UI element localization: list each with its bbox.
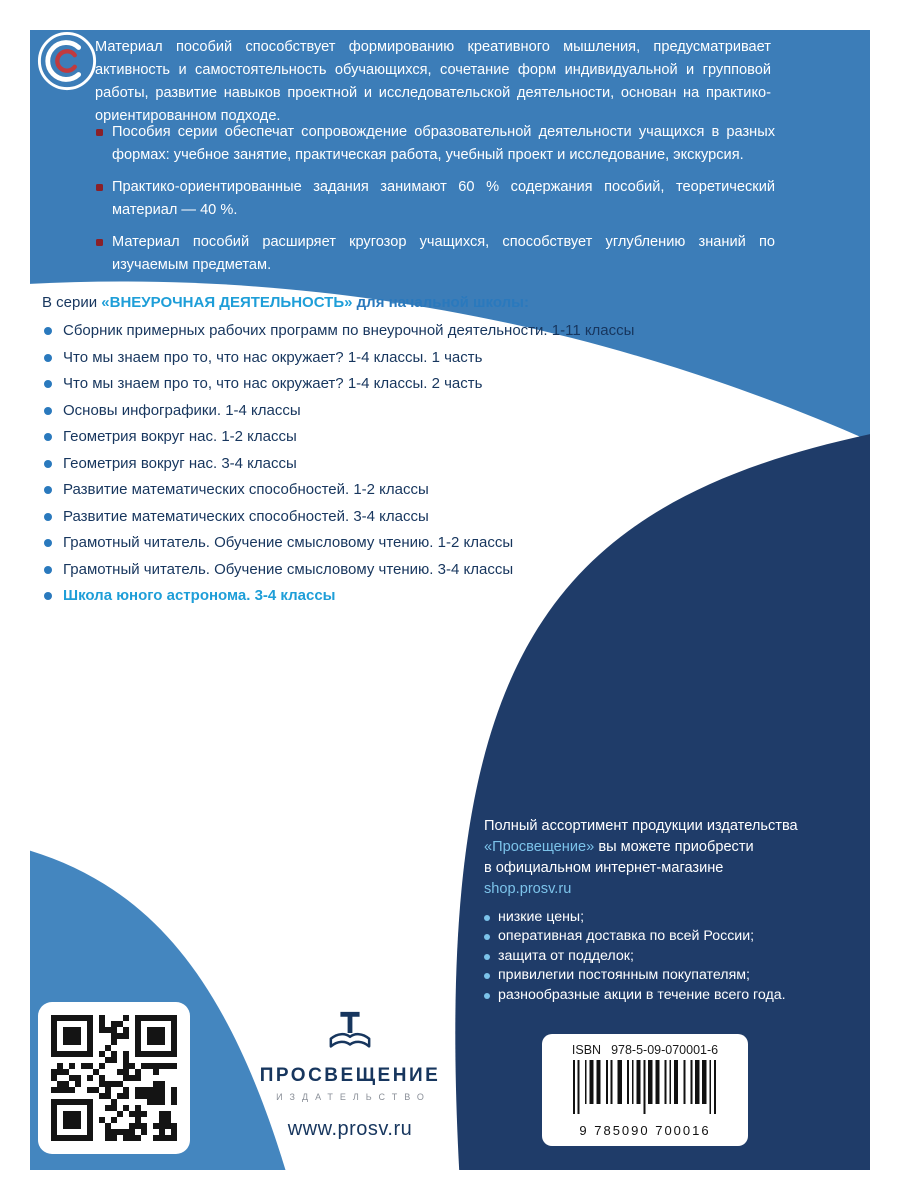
round-bullet-icon (484, 954, 490, 960)
square-bullet-icon (96, 239, 103, 246)
series-list-item: Грамотный читатель. Обучение смысловому чтению. 3-4 классы (44, 562, 634, 578)
shop-benefit-item: защита от подделок; (484, 947, 806, 966)
series-list-item: Школа юного астронома. 3-4 классы (44, 588, 634, 604)
series-name: «ВНЕУРОЧНАЯ ДЕЯТЕЛЬНОСТЬ» (101, 294, 353, 311)
isbn-label: ISBN (571, 1043, 602, 1057)
publisher-logo-block (248, 1008, 452, 1141)
round-bullet-icon (44, 539, 52, 547)
round-bullet-icon (44, 354, 52, 362)
series-list-item: Грамотный читатель. Обучение смысловому чтению. 1-2 классы (44, 535, 634, 551)
series-list-item: Геометрия вокруг нас. 1-2 классы (44, 429, 634, 445)
qr-code (38, 1002, 190, 1154)
shop-benefit-item: оперативная доставка по всей России; (484, 927, 806, 946)
round-bullet-icon (484, 993, 490, 999)
isbn-barcode-block (542, 1034, 748, 1146)
top-bullet-item: Материал пособий расширяет кругозор учащихся, способствует углублению знаний по изучаемым предметам. (95, 231, 775, 277)
square-bullet-icon (96, 184, 103, 191)
series-list-item: Что мы знаем про то, что нас окружает? 1-4 классы. 1 часть (44, 350, 634, 366)
round-bullet-icon (484, 934, 490, 940)
publisher-website[interactable]: www.prosv.ru (287, 1118, 413, 1140)
round-bullet-icon (484, 915, 490, 921)
publisher-book-icon (327, 1008, 373, 1063)
series-suffix: для начальной школы: (356, 294, 529, 311)
series-list (44, 323, 634, 615)
round-bullet-icon (44, 380, 52, 388)
shop-link[interactable]: shop.prosv.ru (484, 881, 572, 897)
round-bullet-icon (44, 407, 52, 415)
top-bullet-item: Пособия серии обеспечат сопровождение образовательной деятельности учащихся в разных формах: учебное занятие, практическая работа, учебный проект и исследование, экскурсия. (95, 121, 775, 167)
shop-benefits-list (484, 908, 806, 1005)
top-bullet-item: Практико-ориентированные задания занимают 60 % содержания пособий, теоретический материал — 40 %. (95, 176, 775, 222)
round-bullet-icon (44, 486, 52, 494)
isbn-number: 978-5-09-070001-6 (611, 1043, 719, 1057)
series-prefix: В серии (42, 294, 98, 311)
shop-info-block (484, 816, 806, 1005)
shop-benefit-item: разнообразные акции в течение всего года. (484, 986, 806, 1005)
intro-paragraph: Материал пособий способствует формированию креативного мышления, предусматривает активность и самостоятельность обучающихся, сочетание форм индивидуальной и групповой работы, развитие навыков проектной и исследовательской деятельности, основан на практико-ориентированном подходе. (95, 39, 771, 124)
round-bullet-icon (44, 513, 52, 521)
top-bullet-list (95, 121, 775, 286)
series-list-item: Развитие математических способностей. 3-4 классы (44, 509, 634, 525)
square-bullet-icon (96, 129, 103, 136)
barcode (569, 1060, 721, 1118)
shop-intro-line-3: в официальном интернет-магазине shop.prosv.ru (484, 860, 724, 897)
series-list-item: Основы инфографики. 1-4 классы (44, 403, 634, 419)
isbn-line (542, 1043, 748, 1057)
round-bullet-icon (44, 327, 52, 335)
shop-benefit-item: привилегии постоянным покупателям; (484, 966, 806, 985)
series-header (42, 294, 529, 311)
publisher-brand-text: «Просвещение» (484, 839, 595, 855)
publisher-name: ПРОСВЕЩЕНИЕ (259, 1065, 441, 1086)
series-list-item: Развитие математических способностей. 1-2 классы (44, 482, 634, 498)
series-list-item: Геометрия вокруг нас. 3-4 классы (44, 456, 634, 472)
ean-digits: 9 785090 700016 (579, 1123, 711, 1138)
publisher-subtitle: ИЗДАТЕЛЬСТВО (276, 1092, 431, 1102)
round-bullet-icon (44, 433, 52, 441)
round-bullet-icon (484, 973, 490, 979)
shop-intro-line-1: Полный ассортимент продукции издательства (484, 818, 798, 834)
publisher-emblem-icon (36, 30, 98, 92)
round-bullet-icon (44, 460, 52, 468)
shop-intro-line-2: «Просвещение» вы можете приобрести (484, 839, 754, 855)
series-list-item: Что мы знаем про то, что нас окружает? 1-4 классы. 2 часть (44, 376, 634, 392)
shop-benefit-item: низкие цены; (484, 908, 806, 927)
series-list-item: Сборник примерных рабочих программ по внеурочной деятельности. 1-11 классы (44, 323, 634, 339)
round-bullet-icon (44, 592, 52, 600)
round-bullet-icon (44, 566, 52, 574)
